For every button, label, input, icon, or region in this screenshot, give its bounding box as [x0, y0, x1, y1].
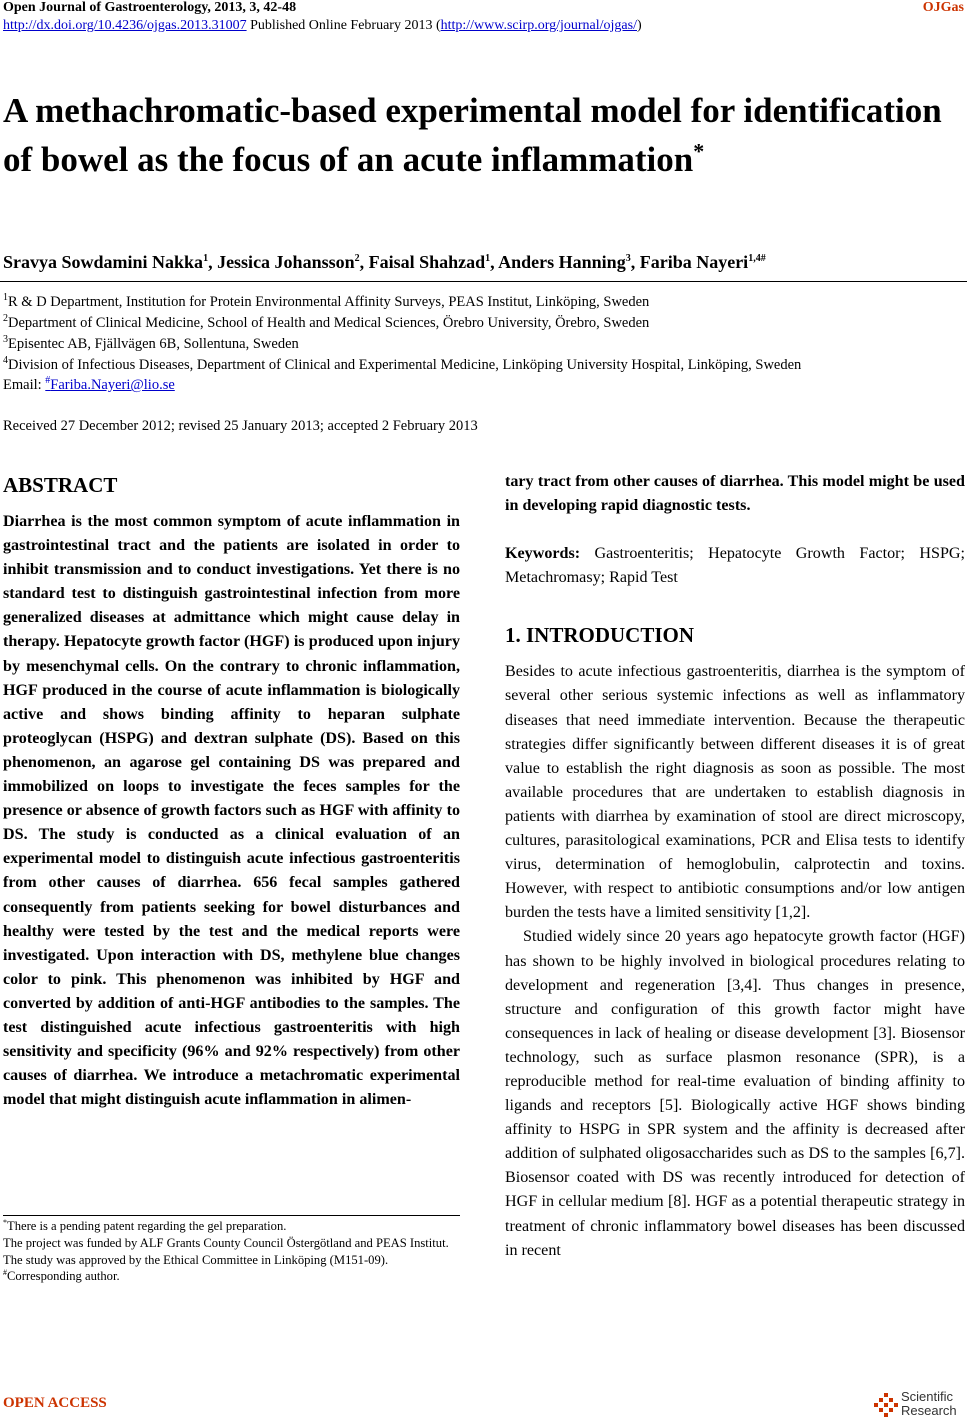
affiliation-number: 2 [3, 313, 8, 325]
title-footnote-mark: * [693, 138, 705, 164]
footnote-text: The project was funded by ALF Grants County Council Östergötland and PEAS Institut. [3, 1235, 449, 1250]
author-name: Jessica Johansson [217, 252, 355, 272]
author-name: Faisal Shahzad [368, 252, 486, 272]
received-dates: Received 27 December 2012; revised 25 January 2013; accepted 2 February 2013 [3, 418, 478, 434]
right-column [505, 470, 965, 1263]
introduction-heading: 1. INTRODUCTION [505, 623, 695, 648]
abstract-heading: ABSTRACT [3, 473, 118, 497]
author-affiliation-mark: 1,4# [748, 253, 766, 264]
corresponding-mark: # [45, 375, 51, 387]
keywords-text: Gastroenteritis; Hepatocyte Growth Factor; HSPG; Metachromasy; Rapid Test [505, 545, 965, 587]
email-line [3, 376, 175, 394]
journal-citation: Open Journal of Gastroenterology, 2013, 3, 42-48 [3, 0, 297, 15]
abstract-text: Diarrhea is the most common symptom of acute inflammation in gastrointestinal tract and the patients are isolated in order to inhibit transmission and to conduct investigations. Yet there is no standard test to distinguish gastrointestinal infection from more generalized diseases at admittance which might cause delay in therapy. Hepatocyte growth factor (HGF) is produced upon injury by mesenchymal cells. On the contrary to chronic inflammation, HGF produced in the course of acute inflammation is biologically active and shows binding affinity to heparan sulphate proteoglycan (HSPG) and dextran sulphate (DS). Based on this phenomenon, an agarose gel containing DS was prepared and immobilized on loops to investigate the feces samples for the presence or absence of growth factors such as HGF with affinity to DS. The study is conducted as a clinical evaluation of an experimental model to distinguish acute infectious gastroenteritis from other causes of diarrhea. 656 fecal samples gathered consequently from patients seeking for bowel disturbances and healthy were tested by the test and the medical reports were investigated. Upon interaction with DS, methylene blue changes color to pink. This phenomenon was inhibited by HGF and converted by addition of anti-HGF antibodies to the samples. The test distinguished acute infectious gastroenteritis with high sensitivity and specificity (96% and 92% respectively) from other causes of diarrhea. We introduce a metachromatic experimental model that might distinguish acute inflammation in alimen- [3, 513, 460, 1109]
affiliation-text: Department of Clinical Medicine, School of Health and Medical Sciences, Örebro University, Örebro, Sweden [8, 315, 650, 331]
footnote-rule [3, 1215, 460, 1216]
email-link[interactable] [45, 377, 174, 393]
footnote [3, 1252, 460, 1269]
footnotes [3, 1218, 460, 1285]
author-separator: , [630, 252, 640, 272]
doi-line [3, 18, 642, 34]
footnote-mark: # [3, 1268, 7, 1278]
affiliation-text: Episentec AB, Fjällvägen 6B, Sollentuna, Sweden [8, 336, 299, 352]
keywords-label: Keywords: [505, 545, 581, 563]
publisher-line-1: Scientific [901, 1389, 954, 1404]
published-text: Published Online February 2013 ( [246, 18, 441, 33]
paper-title [3, 86, 958, 184]
close-paren: ) [636, 18, 642, 33]
author-affiliation-mark: 3 [625, 253, 631, 264]
author-separator: , [490, 252, 499, 272]
header-rule [0, 281, 967, 282]
footnote [3, 1235, 460, 1252]
footnote-mark: * [3, 1217, 7, 1227]
open-access-label: OPEN ACCESS [3, 1395, 107, 1411]
author-list [3, 252, 766, 273]
publisher-logo-icon [873, 1392, 899, 1420]
affiliation-number: 4 [3, 355, 8, 367]
affiliation-2 [3, 314, 649, 332]
doi-link[interactable]: http://dx.doi.org/10.4236/ojgas.2013.31007 [3, 18, 247, 33]
footnote-text: Corresponding author. [7, 1269, 120, 1284]
email-label: Email: [3, 377, 46, 393]
author-affiliation-mark: 1 [485, 253, 491, 264]
paper-title-text: A methachromatic-based experimental model for identification of bowel as the focus of an acute inflammation [3, 91, 942, 179]
publisher-line-2: Research [901, 1403, 957, 1418]
intro-paragraph-2: Studied widely since 20 years ago hepatocyte growth factor (HGF) has shown to be highly involved in biological procedures relating to development and regeneration [3,4]. Thus changes in presence, structure and configuration of this growth factor might have consequences in lack of healing or disease development [3]. Biosensor technology, such as surface plasmon resonance (SPR), is a reproducible method for real-time evaluation of binding affinity to ligands and receptors [5]. Biologically active HGF shows binding affinity to HSPG in SPR system and the affinity is decreased after addition of sulphated oligosaccharides such as DS to the samples [6,7]. Biosensor coated with DS was recently introduced for detection of HGF in cellular medium [8]. HGF as a potential therapeutic strategy in treatment of chronic inflammatory bowel diseases has been discussed in recent [505, 928, 965, 1259]
author-separator: , [208, 252, 218, 272]
author-affiliation-mark: 1 [203, 253, 209, 264]
publisher-logo-text [901, 1390, 957, 1418]
footnote-text: There is a pending patent regarding the gel preparation. [7, 1219, 287, 1233]
affiliation-1 [3, 293, 649, 311]
affiliation-4 [3, 356, 801, 374]
affiliation-3 [3, 335, 299, 353]
footnote [3, 1268, 460, 1285]
journal-abbrev: OJGas [922, 0, 964, 15]
footnote-text: The study was approved by the Ethical Committee in Linköping (M151-09). [3, 1252, 389, 1267]
footnote [3, 1218, 460, 1235]
author-affiliation-mark: 2 [354, 253, 360, 264]
author-name: Fariba Nayeri [639, 252, 749, 272]
intro-paragraph-1: Besides to acute infectious gastroenteritis, diarrhea is the symptom of several other serious systemic infections as well as inflammatory diseases that need immediate intervention. Because the therapeutic strategies differ significantly between different diseases it is of great value to establish the right diagnosis as soon as possible. The most available procedures that are undertaken to establish diagnosis in patients with diarrhea by examination of stool are direct microscopy, cultures, parasitological examinations, PCR and Elisa tests to identify virus, determination of hemoglobulin, calprotectin and toxins. However, with respect to antibiotic consumptions and/or low antigen burden the tests have a limited sensitivity [1,2]. [505, 663, 965, 922]
author-name: Anders Hanning [498, 252, 626, 272]
affiliation-text: R & D Department, Institution for Protein Environmental Affinity Surveys, PEAS Institut, Linköping, Sweden [8, 294, 650, 310]
affiliation-number: 3 [3, 334, 8, 346]
left-column [3, 470, 460, 1112]
scientific-research-logo [873, 1390, 963, 1422]
affiliation-text: Division of Infectious Diseases, Department of Clinical and Experimental Medicine, Linköping University Hospital, Linköping, Sweden [8, 357, 802, 373]
author-name: Sravya Sowdamini Nakka [3, 252, 204, 272]
abstract-continuation: tary tract from other causes of diarrhea. This model might be used in developing rapid diagnostic tests. [505, 473, 965, 515]
journal-url-link[interactable]: http://www.scirp.org/journal/ojgas/ [440, 18, 637, 33]
keywords [505, 542, 965, 590]
email-address: Fariba.Nayeri@lio.se [50, 377, 175, 393]
author-separator: , [359, 252, 369, 272]
affiliation-number: 1 [3, 292, 8, 304]
